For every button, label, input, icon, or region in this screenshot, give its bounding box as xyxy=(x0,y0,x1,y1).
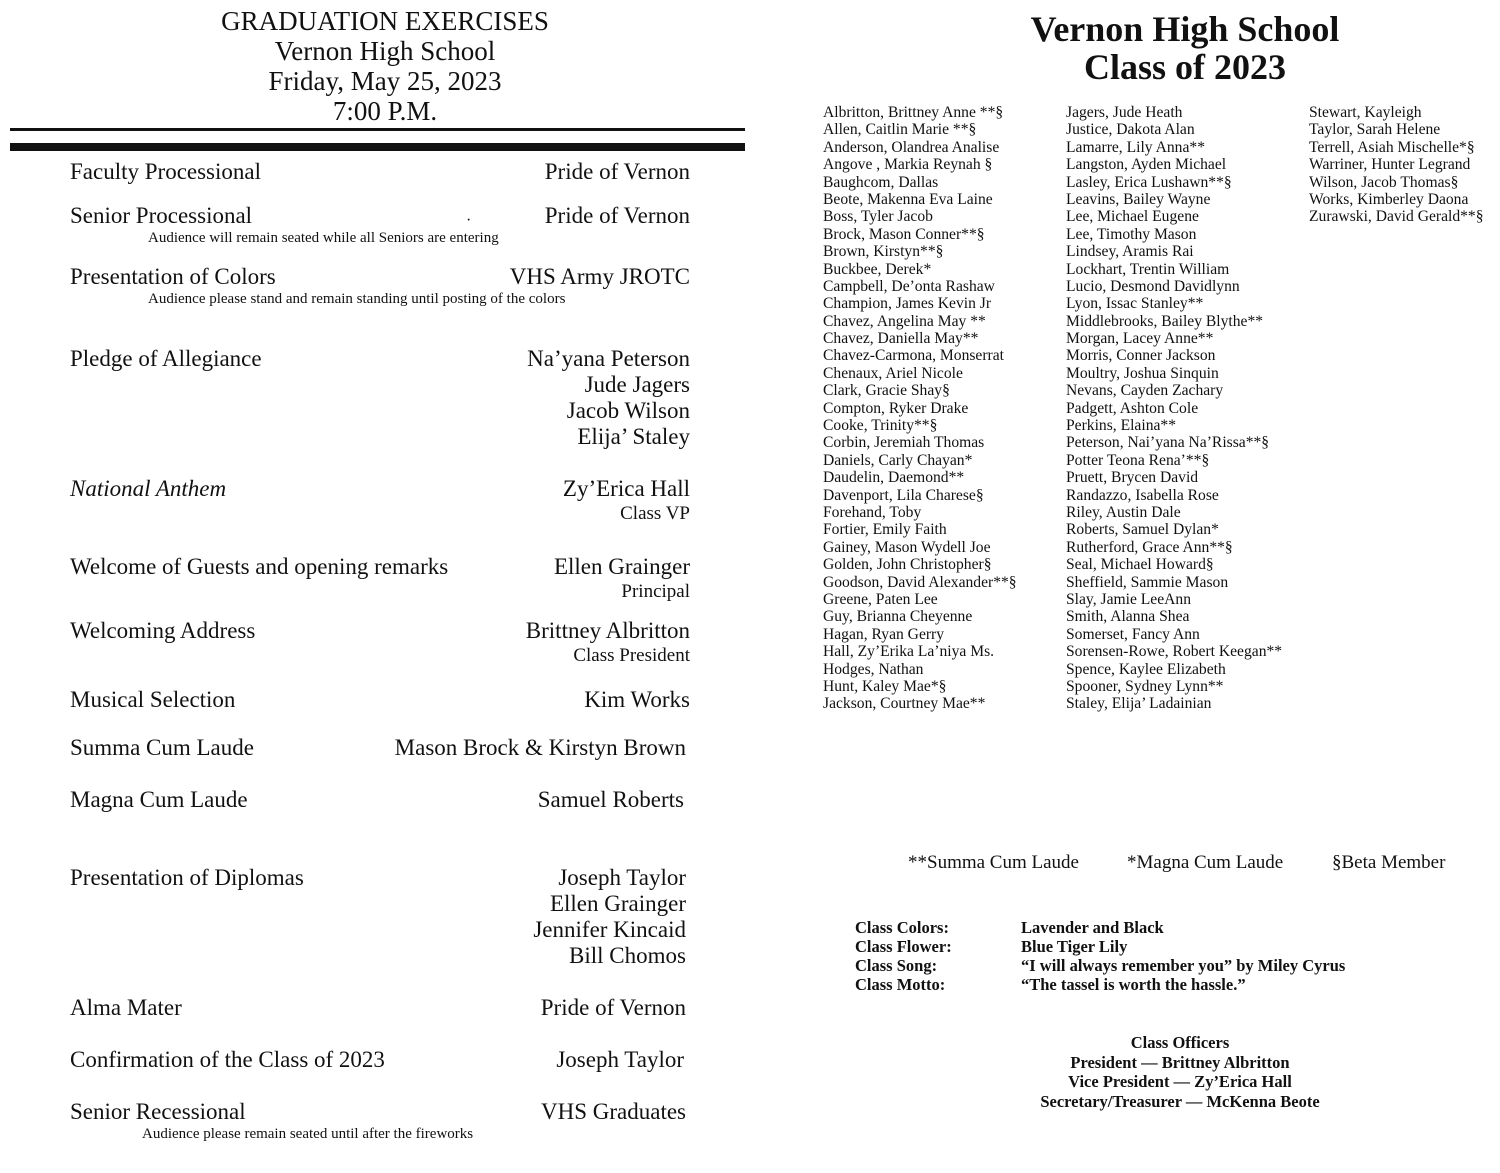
program-item-title: National Anthem xyxy=(70,476,227,501)
graduate-name: Pruett, Brycen David xyxy=(1066,469,1199,487)
program-item-note: Audience will remain seated while all Seniors are entering xyxy=(148,230,499,246)
graduate-name: Campbell, De’onta Rashaw xyxy=(823,277,995,295)
graduate-name: Hunt, Kaley Mae*§ xyxy=(823,677,947,695)
graduate-name: Lee, Michael Eugene xyxy=(1066,208,1199,226)
graduate-name: Albritton, Brittney Anne **§ xyxy=(823,104,1004,121)
graduate-name: Works, Kimberley Daona xyxy=(1309,190,1469,208)
graduate-name: Clark, Gracie Shay§ xyxy=(823,382,950,400)
class-flower-label: Class Flower: xyxy=(855,937,952,956)
program-item-name: Elija’ Staley xyxy=(577,424,690,449)
program-item-title: Musical Selection xyxy=(70,687,236,712)
program-item xyxy=(70,346,690,456)
graduate-name: Morgan, Lacey Anne** xyxy=(1066,330,1214,348)
header-divider-thin xyxy=(10,128,745,131)
graduate-name: Chavez, Daniella May** xyxy=(823,330,979,348)
program-item xyxy=(70,735,690,765)
header-divider-thick xyxy=(10,143,745,151)
program-item-name: Joseph Taylor xyxy=(556,1047,684,1072)
program-item xyxy=(70,995,690,1025)
program-item-title: Confirmation of the Class of 2023 xyxy=(70,1047,385,1072)
program-item-name: Mason Brock & Kirstyn Brown xyxy=(394,735,686,760)
graduate-name: Gainey, Mason Wydell Joe xyxy=(823,538,991,556)
program-item-title: Senior Recessional xyxy=(70,1099,246,1124)
program-item-role: Class President xyxy=(573,645,690,666)
program-item-name: Bill Chomos xyxy=(569,943,686,968)
program-item xyxy=(70,159,690,189)
graduate-name: Perkins, Elaina** xyxy=(1066,417,1177,435)
class-colors-value: Lavender and Black xyxy=(1021,918,1164,937)
program-item-title: Welcoming Address xyxy=(70,618,256,643)
graduate-name: Hagan, Ryan Gerry xyxy=(823,625,945,643)
program-item-title: Presentation of Diplomas xyxy=(70,865,304,890)
program-item xyxy=(70,1047,690,1077)
graduate-name: Sheffield, Sammie Mason xyxy=(1066,573,1229,591)
graduate-name: Wilson, Jacob Thomas§ xyxy=(1309,173,1459,191)
graduate-name: Lindsey, Aramis Rai xyxy=(1066,243,1194,261)
program-item-title: Welcome of Guests and opening remarks xyxy=(70,554,449,579)
graduate-name: Spooner, Sydney Lynn** xyxy=(1066,677,1224,695)
program-item xyxy=(70,618,690,670)
graduate-name: Goodson, David Alexander**§ xyxy=(823,573,1017,591)
program-item-names xyxy=(395,735,686,761)
graduate-name: Staley, Elija’ Ladainian xyxy=(1066,695,1212,713)
program-item-name: Pride of Vernon xyxy=(544,159,690,184)
program-item-name: Kim Works xyxy=(584,687,690,712)
program-item-title: Senior Processional xyxy=(70,203,253,228)
graduate-name: Daniels, Carly Chayan* xyxy=(823,451,973,469)
program-item-name: Ellen Grainger xyxy=(553,554,690,579)
graduate-name: Seal, Michael Howard§ xyxy=(1066,556,1214,574)
program-item-role: Principal xyxy=(621,581,690,602)
graduate-name: Compton, Ryker Drake xyxy=(823,399,969,417)
program-item-note: Audience please remain seated until after the fireworks xyxy=(142,1126,474,1142)
class-song-label: Class Song: xyxy=(855,956,938,975)
program-item xyxy=(70,264,690,312)
class-info-values xyxy=(1021,918,1345,994)
graduate-name: Leavins, Bailey Wayne xyxy=(1066,190,1211,208)
graduate-name: Buckbee, Derek* xyxy=(823,260,932,278)
program-item-names xyxy=(556,1047,684,1073)
program-item-name: Joseph Taylor xyxy=(558,865,686,890)
graduate-name: Morris, Conner Jackson xyxy=(1066,347,1216,365)
program-time: 7:00 P.M. xyxy=(332,96,438,126)
program-item-names xyxy=(541,1099,686,1125)
program-item-name: Jude Jagers xyxy=(584,372,690,397)
program-item-title: Magna Cum Laude xyxy=(70,787,248,812)
program-item-title: Faculty Processional xyxy=(70,159,261,184)
roster-column-2 xyxy=(1066,104,1282,713)
program-heading: GRADUATION EXERCISES xyxy=(221,6,549,36)
roster-title xyxy=(1010,10,1360,86)
graduate-name: Baughcom, Dallas xyxy=(823,173,939,191)
program-item-name: Ellen Grainger xyxy=(549,891,686,916)
officer-vice-president: Vice President — Zy’Erica Hall xyxy=(1068,1072,1292,1091)
graduate-name: Golden, John Christopher§ xyxy=(823,556,992,574)
graduate-name: Boss, Tyler Jacob xyxy=(823,208,933,226)
class-motto-label: Class Motto: xyxy=(855,975,946,994)
graduate-name: Lasley, Erica Lushawn**§ xyxy=(1066,173,1232,191)
graduate-name: Randazzo, Isabella Rose xyxy=(1066,486,1219,504)
graduate-name: Allen, Caitlin Marie **§ xyxy=(823,121,977,139)
graduate-name: Lockhart, Trentin William xyxy=(1066,260,1230,278)
program-item-names xyxy=(541,995,686,1021)
program-item-name: Na’yana Peterson xyxy=(527,346,690,371)
program-item xyxy=(70,476,690,528)
graduate-name: Lyon, Issac Stanley** xyxy=(1066,295,1204,313)
graduate-name: Brock, Mason Conner**§ xyxy=(823,225,985,243)
class-info-labels xyxy=(855,918,952,994)
roster-school: Vernon High School xyxy=(1030,9,1340,49)
graduate-name: Riley, Austin Dale xyxy=(1066,503,1181,521)
legend-summa: **Summa Cum Laude xyxy=(908,852,1079,873)
graduate-name: Champion, James Kevin Jr xyxy=(823,295,992,313)
roster-class: Class of 2023 xyxy=(1083,47,1286,87)
program-item-name: Brittney Albritton xyxy=(525,618,690,643)
program-item-names xyxy=(510,264,690,290)
program-item-title: Pledge of Allegiance xyxy=(70,346,262,371)
program-item-name: Samuel Roberts xyxy=(537,787,684,812)
graduate-name: Corbin, Jeremiah Thomas xyxy=(823,434,985,452)
program-item xyxy=(70,687,690,717)
program-item-name: Jennifer Kincaid xyxy=(533,917,686,942)
program-item-names xyxy=(584,687,690,713)
program-item xyxy=(70,865,690,975)
graduate-name: Smith, Alanna Shea xyxy=(1066,608,1190,626)
program-item-title: Presentation of Colors xyxy=(70,264,276,289)
program-item-name: Pride of Vernon xyxy=(544,203,690,228)
graduate-name: Roberts, Samuel Dylan* xyxy=(1066,521,1219,539)
program-item xyxy=(70,787,690,817)
program-item-names xyxy=(554,554,690,603)
legend-magna: *Magna Cum Laude xyxy=(1127,852,1284,873)
program-header xyxy=(10,6,760,126)
program-item-name: Pride of Vernon xyxy=(540,995,686,1020)
graduate-name: Greene, Paten Lee xyxy=(823,590,938,608)
graduate-name: Middlebrooks, Bailey Blythe** xyxy=(1066,312,1264,330)
graduate-name: Potter Teona Rena’**§ xyxy=(1066,451,1210,469)
program-item-name: VHS Army JROTC xyxy=(509,264,690,289)
program-item-title: Alma Mater xyxy=(70,995,182,1020)
graduate-name: Stewart, Kayleigh xyxy=(1309,104,1422,121)
roster-column-1 xyxy=(823,104,1017,713)
graduate-name: Lamarre, Lily Anna** xyxy=(1066,138,1205,156)
graduate-name: Rutherford, Grace Ann**§ xyxy=(1066,538,1233,556)
graduate-name: Taylor, Sarah Helene xyxy=(1309,121,1441,139)
stray-dot: · xyxy=(466,212,472,229)
class-flower-value: Blue Tiger Lily xyxy=(1021,937,1128,956)
program-item-title: Summa Cum Laude xyxy=(70,735,254,760)
program-item-names xyxy=(545,203,690,229)
program-school: Vernon High School xyxy=(274,36,496,66)
class-colors-label: Class Colors: xyxy=(855,918,949,937)
program-item-names xyxy=(527,346,690,450)
graduate-name: Davenport, Lila Charese§ xyxy=(823,486,984,504)
graduate-name: Daudelin, Daemond** xyxy=(823,469,965,487)
program-item xyxy=(70,203,690,251)
program-item-names xyxy=(563,476,690,525)
graduate-name: Peterson, Nai’yana Na’Rissa**§ xyxy=(1066,434,1270,452)
graduate-name: Padgett, Ashton Cole xyxy=(1066,399,1199,417)
graduate-name: Somerset, Fancy Ann xyxy=(1066,625,1200,643)
graduate-name: Cooke, Trinity**§ xyxy=(823,417,938,435)
graduate-name: Angove , Markia Reynah § xyxy=(823,156,993,174)
officers-heading: Class Officers xyxy=(1130,1033,1230,1052)
graduate-name: Guy, Brianna Cheyenne xyxy=(823,608,973,626)
graduate-name: Anderson, Olandrea Analise xyxy=(823,138,1000,156)
graduate-name: Chenaux, Ariel Nicole xyxy=(823,364,963,382)
program-date: Friday, May 25, 2023 xyxy=(268,66,502,96)
program-item xyxy=(70,1099,690,1147)
graduate-name: Chavez, Angelina May ** xyxy=(823,312,986,330)
program-item-name: VHS Graduates xyxy=(541,1099,686,1124)
graduate-name: Jackson, Courtney Mae** xyxy=(823,695,986,713)
graduate-name: Spence, Kaylee Elizabeth xyxy=(1066,660,1226,678)
program-item-note: Audience please stand and remain standing until posting of the colors xyxy=(148,291,566,307)
class-song-value: “I will always remember you” by Miley Cyrus xyxy=(1021,956,1346,975)
graduate-name: Zurawski, David Gerald**§ xyxy=(1309,208,1484,226)
graduate-name: Nevans, Cayden Zachary xyxy=(1066,382,1224,400)
graduate-name: Sorensen-Rowe, Robert Keegan** xyxy=(1066,643,1283,661)
graduate-name: Brown, Kirstyn**§ xyxy=(823,243,944,261)
program-item-names xyxy=(545,159,690,185)
program-item-names xyxy=(533,865,686,969)
roster-column-3 xyxy=(1309,104,1484,226)
graduate-name: Moultry, Joshua Sinquin xyxy=(1066,364,1219,382)
officer-secretary-treasurer: Secretary/Treasurer — McKenna Beote xyxy=(1040,1091,1320,1111)
graduate-name: Chavez-Carmona, Monserrat xyxy=(823,347,1004,365)
graduate-name: Langston, Ayden Michael xyxy=(1066,156,1227,174)
program-item-name: Jacob Wilson xyxy=(566,398,690,423)
program-item xyxy=(70,554,690,606)
graduate-name: Lee, Timothy Mason xyxy=(1066,225,1197,243)
graduate-name: Jagers, Jude Heath xyxy=(1066,104,1183,121)
program-item-names xyxy=(538,787,684,813)
graduate-name: Hall, Zy’Erika La’niya Ms. xyxy=(823,643,995,661)
graduate-name: Terrell, Asiah Mischelle*§ xyxy=(1309,138,1475,156)
graduate-name: Fortier, Emily Faith xyxy=(823,521,947,539)
graduate-name: Hodges, Nathan xyxy=(823,660,924,678)
program-item-name: Zy’Erica Hall xyxy=(562,476,690,501)
graduate-name: Justice, Dakota Alan xyxy=(1066,121,1195,139)
graduate-name: Lucio, Desmond Davidlynn xyxy=(1066,277,1240,295)
graduate-name: Forehand, Toby xyxy=(823,503,922,521)
graduate-name: Beote, Makenna Eva Laine xyxy=(823,190,993,208)
graduate-name: Slay, Jamie LeeAnn xyxy=(1066,590,1192,608)
officer-president: President — Brittney Albritton xyxy=(1070,1052,1290,1072)
legend-beta: §Beta Member xyxy=(1332,852,1446,873)
program-item-role: Class VP xyxy=(620,503,690,524)
class-officers xyxy=(940,1033,1420,1111)
class-motto-value: “The tassel is worth the hassle.” xyxy=(1021,975,1246,994)
program-item-names xyxy=(526,618,690,667)
graduate-name: Warriner, Hunter Legrand xyxy=(1309,156,1471,174)
